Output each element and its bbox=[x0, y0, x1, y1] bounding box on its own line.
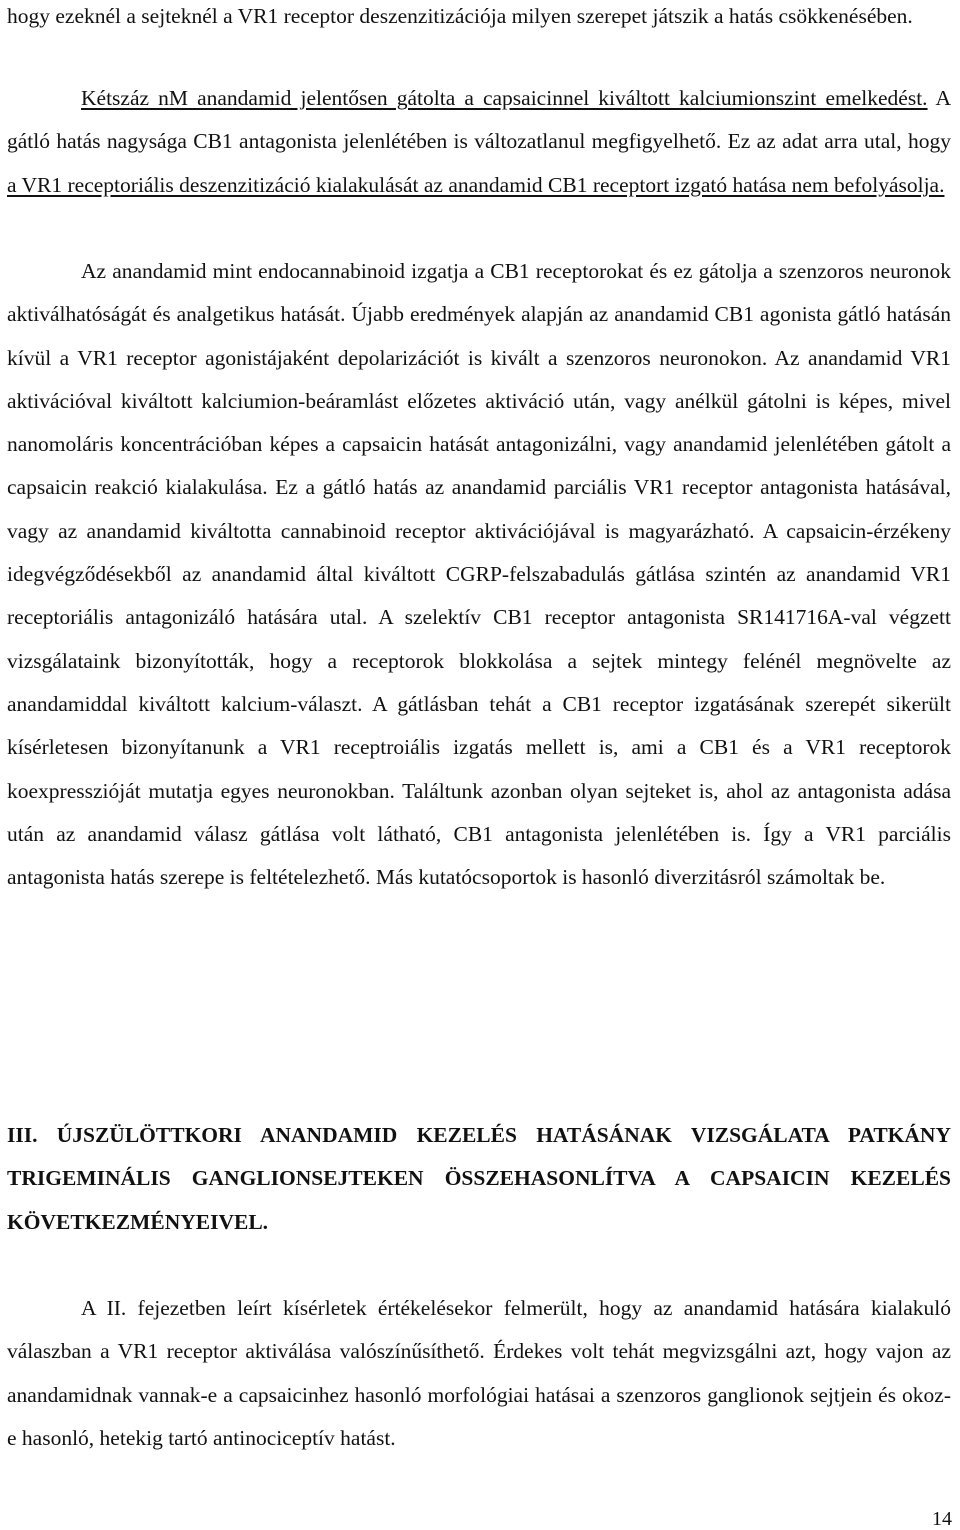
paragraph-section-intro bbox=[7, 1287, 951, 1460]
paragraph-plain-text: A gátló hatás nagysága CB1 antagonista jelenlétében is változatlanul megfigyelhető. Ez az adat arra utal, hogy bbox=[7, 86, 951, 154]
underlined-finding-1: Kétszáz nM anandamid jelentősen gátolta a capsaicinnel kiváltott kalciumionszint emelkedést. bbox=[81, 86, 928, 110]
paragraph-anandamid-inhibition bbox=[7, 77, 951, 207]
paragraph-discussion bbox=[7, 250, 951, 899]
section-heading: III. ÚJSZÜLÖTTKORI ANANDAMID KEZELÉS HATÁSÁNAK VIZSGÁLATA PATKÁNY TRIGEMINÁLIS GANGLIONSEJTEKEN ÖSSZEHASONLÍTVA A CAPSAICIN KEZELÉS KÖVETKEZMÉNYEIVEL. bbox=[7, 1123, 951, 1234]
paragraph-continuation bbox=[7, 0, 951, 38]
paragraph-section-intro-text: A II. fejezetben leírt kísérletek értékelésekor felmerült, hogy az anandamid hatására kialakuló válaszban a VR1 receptor aktiválása valószínűsíthető. Érdekes volt tehát megvizsgálni azt, hogy vajon az anandamidnak vannak-e a capsaicinhez hasonló morfológiai hatásai a szenzoros ganglionok sejtjein és okoz-e hasonló, hetekig tartó antinociceptív hatást. bbox=[7, 1296, 951, 1450]
underlined-finding-2: a VR1 receptoriális deszenzitizáció kialakulását az anandamid CB1 receptort izgató hatása nem befolyásolja. bbox=[7, 172, 945, 197]
paragraph-discussion-text: Az anandamid mint endocannabinoid izgatja a CB1 receptorokat és ez gátolja a szenzoros neuronok aktiválhatóságát és analgetikus hatását. Újabb eredmények alapján az anandamid CB1 agonista gátló hatásán kívül a VR1 receptor agonistájaként depolarizációt is kivált a szenzoros neuronokon. Az anandamid VR1 aktivációval kiváltott kalciumion-beáramlást előzetes aktiváció után, vagy anélkül gátolni is képes, mivel nanomoláris koncentrációban képes a capsaicin hatását antagonizálni, vagy anandamid jelenlétében gátolt a capsaicin reakció kialakulása. Ez a gátló hatás az anandamid parciális VR1 receptor antagonista hatásával, vagy az anandamid kiváltotta cannabinoid receptor aktivációjával is magyarázható. A capsaicin-érzékeny idegvégződésekből az anandamid által kiváltott CGRP-felszabadulás gátlása szintén az anandamid VR1 receptoriális antagonizáló hatására utal. A szelektív CB1 receptor antagonista SR141716A-val végzett vizsgálataink bizonyították, hogy a receptorok blokkolása a sejtek mintegy felénél megnövelte az anandamiddal kiváltott kalcium-választ. A gátlásban tehát a CB1 receptor izgatásának szerepét sikerült kísérletesen bizonyítanunk a VR1 receptroiális izgatás mellett is, ami a CB1 és a VR1 receptorok koexpresszióját mutatja egyes neuronokban. Találtunk azonban olyan sejteket is, ahol az antagonista adása után az anandamid válasz gátlása volt látható, CB1 antagonista jelenlétében is. Így a VR1 parciális antagonista hatás szerepe is feltételezhető. Más kutatócsoportok is hasonló diverzitásról számoltak be. bbox=[7, 259, 951, 890]
page-number: 14 bbox=[932, 1508, 952, 1530]
paragraph-continuation-text: hogy ezeknél a sejteknél a VR1 receptor deszenzitizációja milyen szerepet játszik a hatás csökkenésében. bbox=[7, 4, 913, 28]
